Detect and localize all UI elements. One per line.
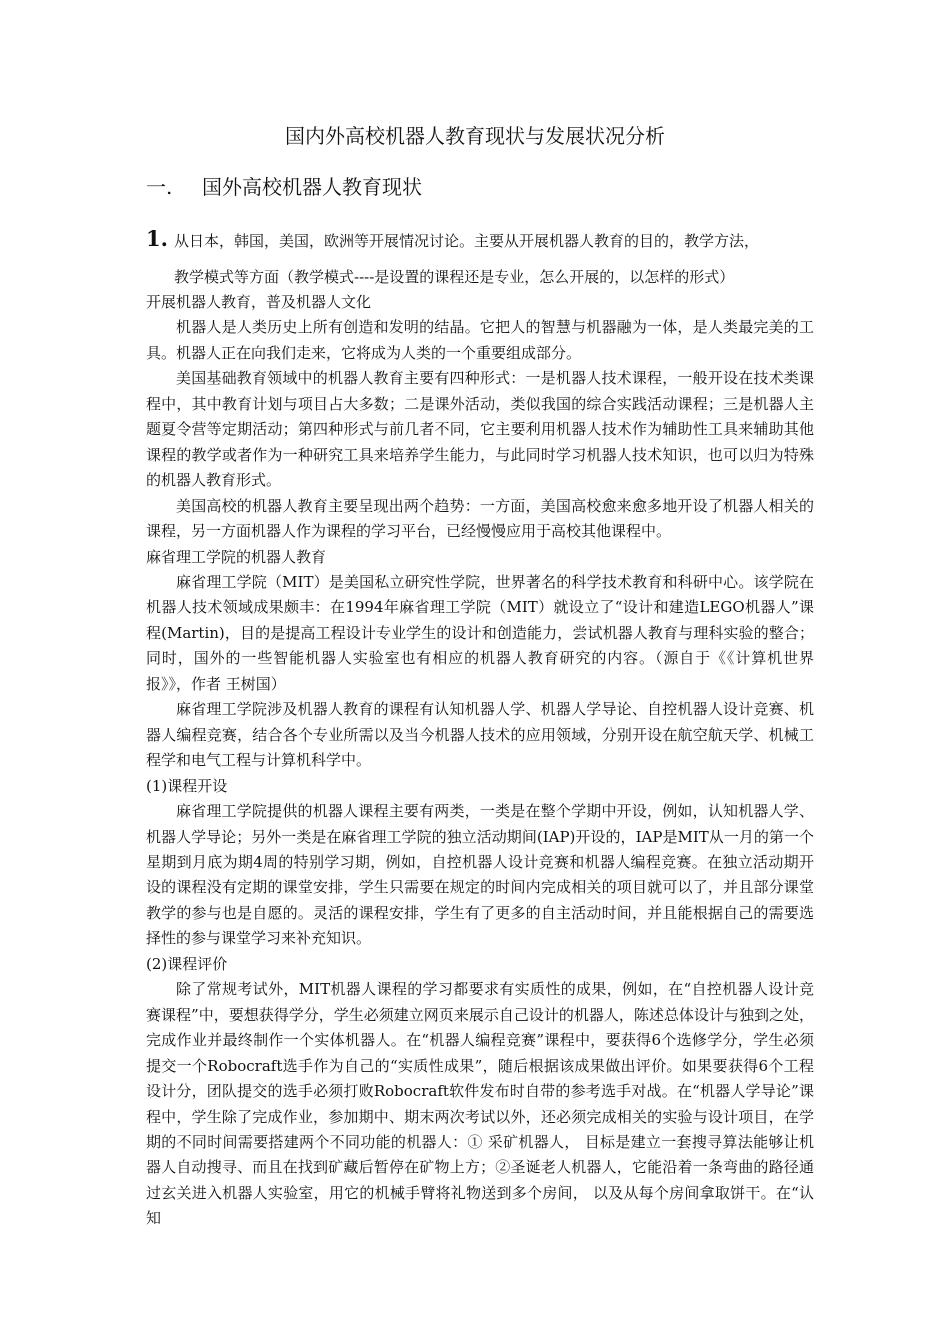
paragraph: 麻省理工学院（MIT）是美国私立研究性学院，世界著名的科学技术教育和科研中心。该学院在机器人技术领域成果颇丰：在1994年麻省理工学院（MIT）就设立了“设计和建造LEGO机器人”课程(Martin)，目的是提高工程设计专业学生的设计和创造能力，尝试机器人教育与理科实验的整合；同时，国外的一些智能机器人实验室也有相应的机器人教育研究的内容。（源自于《《计算机世界报》》，作者 王树国） [146, 572, 814, 693]
section-heading-text: 国外高校机器人教育现状 [202, 175, 422, 199]
body-text [146, 290, 814, 1232]
paragraph: 麻省理工学院提供的机器人课程主要有两类，一类是在整个学期中开设，例如，认知机器人学、机器人学导论；另外一类是在麻省理工学院的独立活动期间(IAP)开设的，IAP是MIT从一月的第一个星期到月底为期4周的特别学习期，例如，自控机器人设计竞赛和机器人编程竞赛。在独立活动期开设的课程没有定期的课堂安排，学生只需要在规定的时间内完成相关的项目就可以了，并且部分课堂教学的参与也是自愿的。灵活的课程安排，学生有了更多的自主活动时间，并且能根据自己的需要选择性的参与课堂学习来补充知识。 [146, 802, 814, 948]
paragraph: (1)课程开设 [146, 776, 228, 795]
document-title: 国内外高校机器人教育现状与发展状况分析 [285, 124, 665, 148]
paragraph: 除了常规考试外，MIT机器人课程的学习都要求有实质性的成果，例如，在“自控机器人设计竞赛课程”中，要想获得学分，学生必须建立网页来展示自己设计的机器人，陈述总体设计与独到之处，完成作业并最终制作一个实体机器人。在“机器人编程竞赛”课程中，要获得6个选修学分，学生必须提交一个Robocraft选手作为自己的“实质性成果”，随后根据该成果做出评价。如果要获得6个工程设计分，团队提交的选手必须打败Robocraft软件发布时自带的参考选手对战。在“机器人学导论”课程中，学生除了完成作业，参加期中、期末两次考试以外，还必须完成相关的实验与设计项目，在学期的不同时间需要搭建两个不同功能的机器人：① 采矿机器人， 目标是建立一套搜寻算法能够让机器人自动搜寻、而且在找到矿藏后暂停在矿物上方；②圣诞老人机器人，它能沿着一条弯曲的路径通过玄关进入机器人实验室，用它的机械手臂将礼物送到多个房间， 以及从每个房间拿取饼干。在“认知 [146, 980, 814, 1228]
section-heading [146, 172, 422, 202]
list-item-text: 从日本，韩国，美国，欧洲等开展情况讨论。主要从开展机器人教育的目的，教学方法， [174, 232, 760, 250]
paragraph: 开展机器人教育，普及机器人文化 [146, 293, 372, 311]
paragraph: 美国高校的机器人教育主要呈现出两个趋势：一方面，美国高校愈来愈多地开设了机器人相关的课程，另一方面机器人作为课程的学习平台，已经慢慢应用于高校其他课程中。 [146, 496, 814, 541]
list-item-1 [146, 227, 759, 253]
paragraph: 麻省理工学院涉及机器人教育的课程有认知机器人学、机器人学导论、自控机器人设计竞赛、机器人编程竞赛，结合各个专业所需以及当今机器人技术的应用领域，分别开设在航空航天学、机械工程学和电气工程与计算机科学中。 [146, 700, 814, 770]
paragraph: 美国基础教育领域中的机器人教育主要有四种形式：一是机器人技术课程，一般开设在技术类课程中，其中教育计划与项目占大多数；二是课外活动，类似我国的综合实践活动课程；三是机器人主题夏令营等定期活动；第四种形式与前几者不同，它主要利用机器人技术作为辅助性工具来辅助其他课程的教学或者作为一种研究工具来培养学生能力，与此同时学习机器人技术知识，也可以归为特殊的机器人教育形式。 [146, 369, 814, 490]
list-item-continuation: 教学模式等方面（教学模式----是设置的课程还是专业，怎么开展的，以怎样的形式） [174, 268, 735, 286]
paragraph: (2)课程评价 [146, 954, 228, 973]
paragraph: 机器人是人类历史上所有创造和发明的结晶。它把人的智慧与机器融为一体，是人类最完美的工具。机器人正在向我们走来，它将成为人类的一个重要组成部分。 [146, 318, 814, 362]
section-number: 一. [146, 175, 173, 199]
list-item-number: 1. [146, 226, 168, 251]
paragraph: 麻省理工学院的机器人教育 [146, 547, 327, 566]
